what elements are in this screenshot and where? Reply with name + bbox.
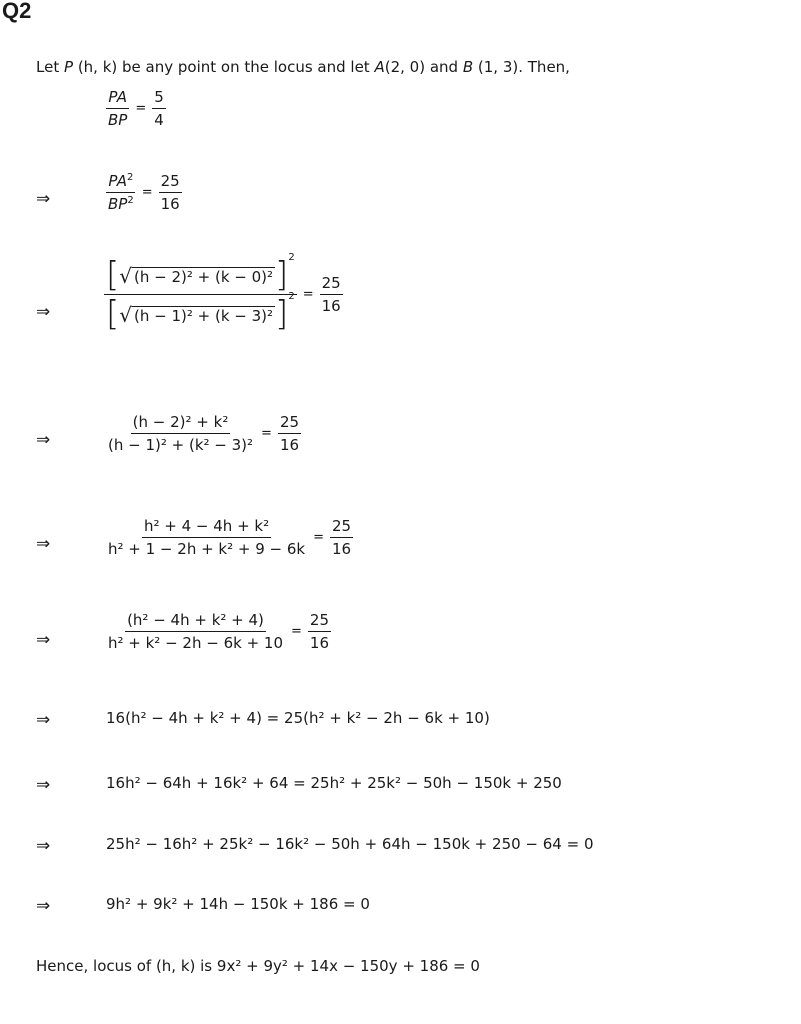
equation-step-8: 25h² − 16h² + 25k² − 16k² − 50h + 64h − 150k + 250 − 64 = 0 xyxy=(106,835,594,853)
point-a: A xyxy=(374,58,385,76)
point-b: B xyxy=(462,58,474,76)
implies-arrow: ⇒ xyxy=(36,534,51,554)
equation-step-3: $\frac{\text{(h − 2)² + k²}}{\text{(h − 1)² + (k² − 3)²}}$ = $\frac{25}{16}$ xyxy=(108,413,300,454)
intro-text: . Then, xyxy=(518,58,570,76)
intro-text: and xyxy=(425,58,463,76)
equation-step-5: $\frac{\text{(h² − 4h + k² + 4)}}{\text{h² + k² − 2h − 6k + 10}}$ = $\frac{25}{16}$ xyxy=(108,611,330,652)
equation-step-9: 9h² + 9k² + 14h − 150k + 186 = 0 xyxy=(106,895,370,913)
implies-arrow: ⇒ xyxy=(36,430,51,450)
question-label: Q2 xyxy=(2,0,32,23)
point-p: P xyxy=(63,58,74,76)
intro-line xyxy=(36,58,570,76)
point-b-coords: (1, 3) xyxy=(477,58,519,76)
equation-step-0: $\frac{PA}{BP}$ = $\frac{5}{4}$ xyxy=(108,88,164,129)
conclusion-text: Hence, locus of xyxy=(36,957,156,975)
equation-step-4: $\frac{\text{h² + 4 − 4h + k²}}{\text{h² + 1 − 2h + k² + 9 − 6k}}$ = $\frac{25}{16}$ xyxy=(108,517,352,558)
point-p-coords: (h, k) xyxy=(77,58,118,76)
point-a-coords: (2, 0) xyxy=(384,58,426,76)
equation-step-7: 16h² − 64h + 16k² + 64 = 25h² + 25k² − 50h − 150k + 250 xyxy=(106,774,562,792)
intro-text: be any point on the locus and let xyxy=(117,58,375,76)
conclusion-line xyxy=(36,957,480,975)
conclusion-text: is xyxy=(195,957,217,975)
equation-step-1: $\frac{PA^2}{BP^2}$ = $\frac{25}{16}$ xyxy=(108,172,180,213)
equation-step-6: 16(h² − 4h + k² + 4) = 25(h² + k² − 2h − 6k + 10) xyxy=(106,709,490,727)
implies-arrow: ⇒ xyxy=(36,189,51,209)
implies-arrow: ⇒ xyxy=(36,836,51,856)
implies-arrow: ⇒ xyxy=(36,896,51,916)
implies-arrow: ⇒ xyxy=(36,775,51,795)
equation-step-2: [ √ (h − 2)² + (k − 0)² ] 2 [ √ (h − 1)² + (k − 3)² ] 2 = $\frac{25}{16}$ xyxy=(106,252,341,334)
conclusion-coords: (h, k) xyxy=(155,957,196,975)
implies-arrow: ⇒ xyxy=(36,710,51,730)
locus-equation: 9x² + 9y² + 14x − 150y + 186 = 0 xyxy=(216,957,480,975)
implies-arrow: ⇒ xyxy=(36,630,51,650)
implies-arrow: ⇒ xyxy=(36,302,51,322)
intro-text: Let xyxy=(36,58,64,76)
